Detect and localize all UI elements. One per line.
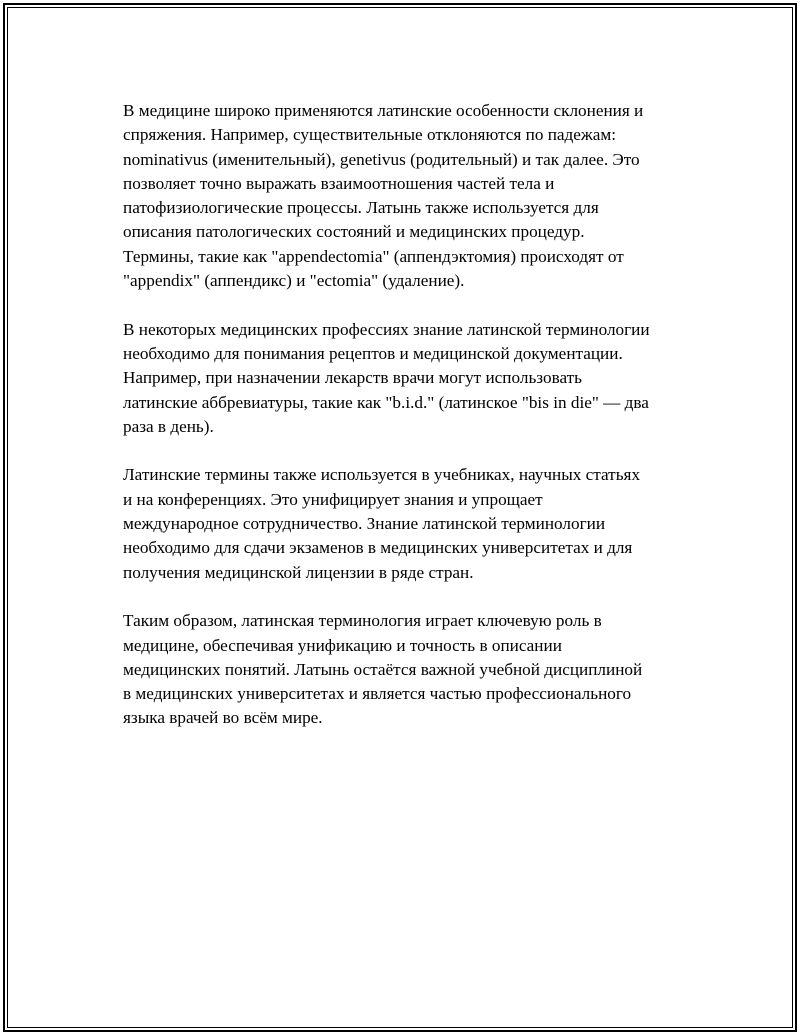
paragraph-conclusion: Таким образом, латинская терминология играет ключевую роль в медицине, обеспечивая унификацию и точность в описании медицинских понятий. Латынь остаётся важной учебной дисциплиной в медицинских университетах и является частью профессионального языка врачей во всём мире. [123,611,643,728]
paragraph-latin-declension: В медицине широко применяются латинские особенности склонения и спряжения. Например, существительные отклоняются по падежам: nominativus (именительный), genetivus (родительный) и так далее. Это позволяет точно выражать взаимоотношения частей тела и патофизиологические процессы. Латынь также используется для описания патологических состояний и медицинских процедур. Термины, такие как "appendectomia" (аппендэктомия) происходят от "appendix" (аппендикс) и "ectomia" (удаление). [123,101,644,291]
paragraph-prescriptions: В некоторых медицинских профессиях знание латинской терминологии необходимо для понимания рецептов и медицинской документации. Например, при назначении лекарств врачи могут использовать латинские аббревиатуры, такие как "b.i.d." (латинское "bis in die" — два раза в день). [123,319,650,436]
document-body [123,99,705,755]
page-frame [3,3,797,1032]
paragraph-education: Латинские термины также используется в учебниках, научных статьях и на конференциях. Это унифицирует знания и упрощает международное сотрудничество. Знание латинской терминологии необходимо для сдачи экзаменов в медицинских университетах и для получения медицинской лицензии в ряде стран. [123,465,641,582]
